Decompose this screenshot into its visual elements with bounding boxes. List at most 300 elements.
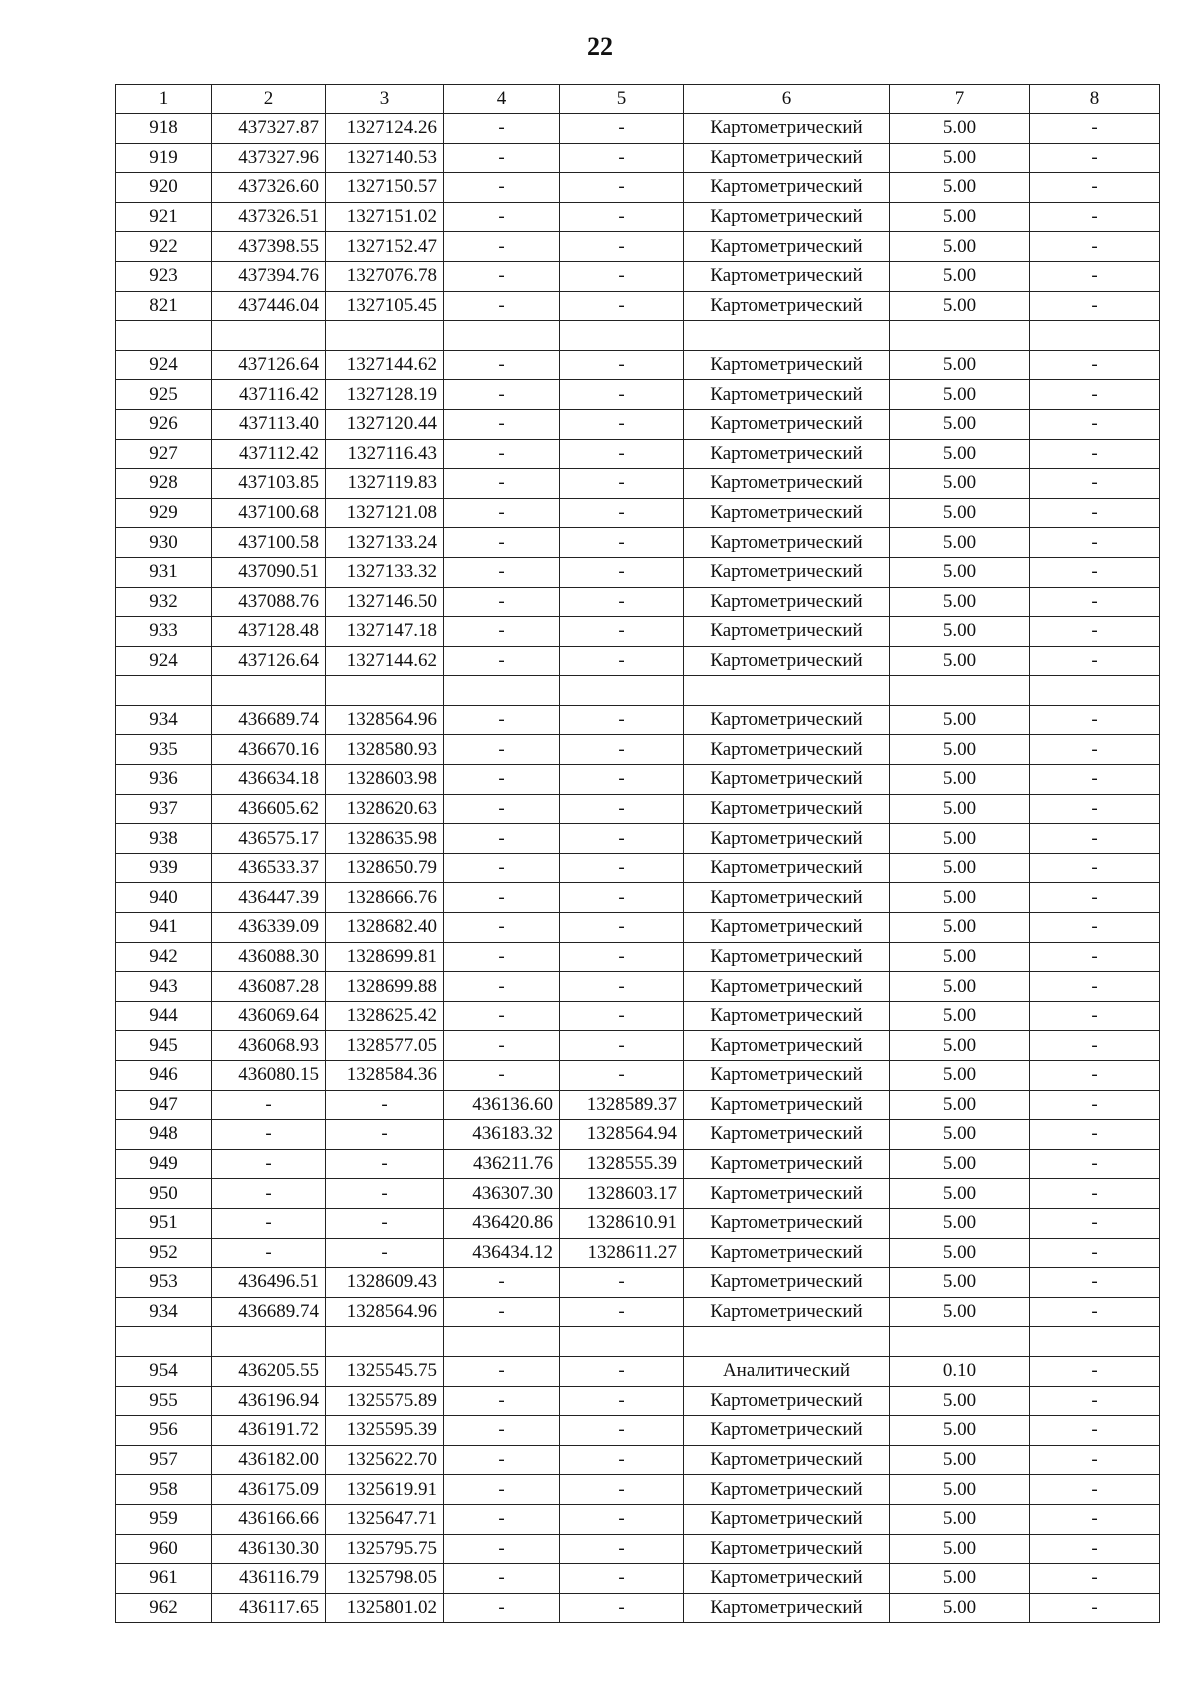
table-separator-row — [116, 1327, 1160, 1357]
method-cell: Картометрический — [684, 232, 890, 262]
y-coord-cell: 1328682.40 — [326, 913, 444, 943]
method-cell: Картометрический — [684, 972, 890, 1002]
y-coord-cell: - — [326, 1149, 444, 1179]
y-coord-alt-cell: 1328564.94 — [560, 1120, 684, 1150]
method-cell: Картометрический — [684, 261, 890, 291]
table-row — [116, 1149, 1160, 1179]
table-separator-row — [116, 321, 1160, 351]
note-cell: - — [1030, 1090, 1160, 1120]
table-row — [116, 853, 1160, 883]
accuracy-cell: 5.00 — [890, 1149, 1030, 1179]
x-coord-alt-cell: - — [444, 646, 560, 676]
x-coord-alt-cell: - — [444, 942, 560, 972]
table-row — [116, 261, 1160, 291]
x-coord-alt-cell: - — [444, 913, 560, 943]
table-row — [116, 498, 1160, 528]
table-row — [116, 232, 1160, 262]
column-header-7: 7 — [890, 85, 1030, 114]
y-coord-cell: 1327146.50 — [326, 587, 444, 617]
point-number-cell: 925 — [116, 380, 212, 410]
x-coord-cell: 436605.62 — [212, 794, 326, 824]
accuracy-cell: 5.00 — [890, 1238, 1030, 1268]
y-coord-cell: 1327116.43 — [326, 439, 444, 469]
accuracy-cell: 5.00 — [890, 794, 1030, 824]
note-cell: - — [1030, 498, 1160, 528]
note-cell: - — [1030, 1268, 1160, 1298]
y-coord-alt-cell: - — [560, 1297, 684, 1327]
note-cell: - — [1030, 261, 1160, 291]
method-cell: Картометрический — [684, 735, 890, 765]
y-coord-alt-cell: - — [560, 853, 684, 883]
method-cell: Картометрический — [684, 765, 890, 795]
point-number-cell: 943 — [116, 972, 212, 1002]
method-cell: Картометрический — [684, 913, 890, 943]
note-cell: - — [1030, 143, 1160, 173]
point-number-cell: 945 — [116, 1031, 212, 1061]
y-coord-cell: 1328650.79 — [326, 853, 444, 883]
table-row — [116, 587, 1160, 617]
point-number-cell: 936 — [116, 765, 212, 795]
y-coord-alt-cell: - — [560, 1001, 684, 1031]
x-coord-alt-cell: - — [444, 972, 560, 1002]
x-coord-alt-cell: - — [444, 173, 560, 203]
x-coord-alt-cell: - — [444, 1475, 560, 1505]
point-number-cell: 920 — [116, 173, 212, 203]
y-coord-cell: 1325595.39 — [326, 1416, 444, 1446]
table-row — [116, 617, 1160, 647]
x-coord-cell: 437327.87 — [212, 114, 326, 144]
x-coord-alt-cell: - — [444, 528, 560, 558]
table-row — [116, 202, 1160, 232]
x-coord-cell — [212, 676, 326, 706]
note-cell: - — [1030, 1504, 1160, 1534]
table-row — [116, 1120, 1160, 1150]
method-cell: Картометрический — [684, 1120, 890, 1150]
accuracy-cell: 5.00 — [890, 1386, 1030, 1416]
x-coord-cell: 436205.55 — [212, 1356, 326, 1386]
point-number-cell: 935 — [116, 735, 212, 765]
accuracy-cell: 5.00 — [890, 350, 1030, 380]
y-coord-alt-cell: - — [560, 1356, 684, 1386]
method-cell: Картометрический — [684, 705, 890, 735]
y-coord-cell: 1327152.47 — [326, 232, 444, 262]
method-cell: Картометрический — [684, 202, 890, 232]
point-number-cell: 956 — [116, 1416, 212, 1446]
point-number-cell: 934 — [116, 705, 212, 735]
y-coord-alt-cell: - — [560, 114, 684, 144]
y-coord-alt-cell: - — [560, 1031, 684, 1061]
y-coord-alt-cell: - — [560, 913, 684, 943]
accuracy-cell: 5.00 — [890, 853, 1030, 883]
point-number-cell: 939 — [116, 853, 212, 883]
table-row — [116, 1593, 1160, 1623]
table-row — [116, 291, 1160, 321]
point-number-cell: 944 — [116, 1001, 212, 1031]
table-row — [116, 1179, 1160, 1209]
note-cell: - — [1030, 1356, 1160, 1386]
column-header-6: 6 — [684, 85, 890, 114]
x-coord-alt-cell: - — [444, 1031, 560, 1061]
accuracy-cell: 5.00 — [890, 1504, 1030, 1534]
y-coord-cell: 1325622.70 — [326, 1445, 444, 1475]
x-coord-cell: 437100.58 — [212, 528, 326, 558]
y-coord-cell: 1325795.75 — [326, 1534, 444, 1564]
x-coord-cell: 437103.85 — [212, 469, 326, 499]
method-cell: Картометрический — [684, 1208, 890, 1238]
note-cell: - — [1030, 1297, 1160, 1327]
table-row — [116, 469, 1160, 499]
x-coord-alt-cell: - — [444, 469, 560, 499]
table-row — [116, 1001, 1160, 1031]
y-coord-alt-cell: - — [560, 1534, 684, 1564]
y-coord-cell: - — [326, 1090, 444, 1120]
x-coord-alt-cell: - — [444, 883, 560, 913]
table-row — [116, 1297, 1160, 1327]
y-coord-cell: 1327144.62 — [326, 646, 444, 676]
method-cell: Картометрический — [684, 1179, 890, 1209]
accuracy-cell: 5.00 — [890, 735, 1030, 765]
y-coord-cell: 1327150.57 — [326, 173, 444, 203]
note-cell: - — [1030, 1031, 1160, 1061]
y-coord-cell: 1325619.91 — [326, 1475, 444, 1505]
y-coord-alt-cell: - — [560, 646, 684, 676]
x-coord-alt-cell: - — [444, 1001, 560, 1031]
y-coord-alt-cell: - — [560, 1416, 684, 1446]
accuracy-cell: 5.00 — [890, 1179, 1030, 1209]
point-number-cell: 948 — [116, 1120, 212, 1150]
point-number-cell: 924 — [116, 350, 212, 380]
x-coord-cell: - — [212, 1238, 326, 1268]
accuracy-cell: 5.00 — [890, 587, 1030, 617]
y-coord-alt-cell: - — [560, 350, 684, 380]
point-number-cell: 923 — [116, 261, 212, 291]
note-cell: - — [1030, 705, 1160, 735]
note-cell: - — [1030, 794, 1160, 824]
column-header-1: 1 — [116, 85, 212, 114]
x-coord-alt-cell: - — [444, 439, 560, 469]
table-row — [116, 1416, 1160, 1446]
note-cell — [1030, 321, 1160, 351]
accuracy-cell: 5.00 — [890, 942, 1030, 972]
y-coord-alt-cell: - — [560, 735, 684, 765]
method-cell: Картометрический — [684, 1416, 890, 1446]
accuracy-cell: 5.00 — [890, 1208, 1030, 1238]
y-coord-cell: 1328699.81 — [326, 942, 444, 972]
table-row — [116, 1031, 1160, 1061]
x-coord-alt-cell: - — [444, 350, 560, 380]
note-cell: - — [1030, 1564, 1160, 1594]
method-cell: Картометрический — [684, 853, 890, 883]
y-coord-alt-cell: 1328603.17 — [560, 1179, 684, 1209]
point-number-cell: 919 — [116, 143, 212, 173]
y-coord-alt-cell: 1328610.91 — [560, 1208, 684, 1238]
y-coord-cell: 1328666.76 — [326, 883, 444, 913]
x-coord-cell: 437128.48 — [212, 617, 326, 647]
point-number-cell — [116, 321, 212, 351]
y-coord-cell: 1327151.02 — [326, 202, 444, 232]
accuracy-cell: 5.00 — [890, 528, 1030, 558]
y-coord-cell: 1328620.63 — [326, 794, 444, 824]
note-cell: - — [1030, 1149, 1160, 1179]
x-coord-alt-cell: - — [444, 705, 560, 735]
x-coord-alt-cell: 436307.30 — [444, 1179, 560, 1209]
x-coord-cell: 436447.39 — [212, 883, 326, 913]
x-coord-alt-cell: - — [444, 143, 560, 173]
point-number-cell: 921 — [116, 202, 212, 232]
point-number-cell: 952 — [116, 1238, 212, 1268]
note-cell: - — [1030, 1445, 1160, 1475]
x-coord-cell: 437394.76 — [212, 261, 326, 291]
table-row — [116, 380, 1160, 410]
point-number-cell: 924 — [116, 646, 212, 676]
y-coord-alt-cell: 1328555.39 — [560, 1149, 684, 1179]
note-cell: - — [1030, 735, 1160, 765]
x-coord-cell: 437326.60 — [212, 173, 326, 203]
coordinates-table — [115, 84, 1160, 1623]
y-coord-cell: 1327128.19 — [326, 380, 444, 410]
method-cell: Картометрический — [684, 1445, 890, 1475]
x-coord-cell: 436166.66 — [212, 1504, 326, 1534]
method-cell — [684, 1327, 890, 1357]
y-coord-cell: 1325545.75 — [326, 1356, 444, 1386]
accuracy-cell: 5.00 — [890, 380, 1030, 410]
accuracy-cell: 5.00 — [890, 409, 1030, 439]
x-coord-cell: 437113.40 — [212, 409, 326, 439]
y-coord-alt-cell: - — [560, 1475, 684, 1505]
accuracy-cell: 5.00 — [890, 1593, 1030, 1623]
point-number-cell: 942 — [116, 942, 212, 972]
note-cell: - — [1030, 469, 1160, 499]
x-coord-alt-cell — [444, 321, 560, 351]
method-cell: Картометрический — [684, 114, 890, 144]
accuracy-cell: 5.00 — [890, 173, 1030, 203]
x-coord-cell: 437100.68 — [212, 498, 326, 528]
x-coord-cell: 436689.74 — [212, 1297, 326, 1327]
x-coord-cell: 436670.16 — [212, 735, 326, 765]
point-number-cell: 930 — [116, 528, 212, 558]
accuracy-cell: 5.00 — [890, 705, 1030, 735]
note-cell: - — [1030, 1001, 1160, 1031]
y-coord-cell: 1327119.83 — [326, 469, 444, 499]
x-coord-cell: 437326.51 — [212, 202, 326, 232]
table-row — [116, 883, 1160, 913]
x-coord-cell: 436080.15 — [212, 1061, 326, 1091]
y-coord-alt-cell: - — [560, 1061, 684, 1091]
method-cell — [684, 321, 890, 351]
y-coord-alt-cell: - — [560, 794, 684, 824]
accuracy-cell: 0.10 — [890, 1356, 1030, 1386]
table-row — [116, 350, 1160, 380]
y-coord-cell: 1328580.93 — [326, 735, 444, 765]
x-coord-alt-cell: - — [444, 617, 560, 647]
x-coord-cell: 436088.30 — [212, 942, 326, 972]
point-number-cell: 941 — [116, 913, 212, 943]
accuracy-cell: 5.00 — [890, 291, 1030, 321]
method-cell: Картометрический — [684, 1090, 890, 1120]
accuracy-cell: 5.00 — [890, 1031, 1030, 1061]
table-row — [116, 1356, 1160, 1386]
y-coord-cell: 1328635.98 — [326, 824, 444, 854]
x-coord-alt-cell: - — [444, 232, 560, 262]
y-coord-alt-cell: - — [560, 143, 684, 173]
y-coord-alt-cell: - — [560, 439, 684, 469]
y-coord-alt-cell: - — [560, 617, 684, 647]
y-coord-alt-cell: - — [560, 883, 684, 913]
point-number-cell: 927 — [116, 439, 212, 469]
x-coord-alt-cell: - — [444, 853, 560, 883]
note-cell: - — [1030, 114, 1160, 144]
x-coord-cell — [212, 1327, 326, 1357]
y-coord-alt-cell: - — [560, 291, 684, 321]
note-cell — [1030, 1327, 1160, 1357]
y-coord-cell: 1327144.62 — [326, 350, 444, 380]
table-row — [116, 913, 1160, 943]
x-coord-alt-cell: 436136.60 — [444, 1090, 560, 1120]
y-coord-alt-cell: - — [560, 557, 684, 587]
note-cell: - — [1030, 1534, 1160, 1564]
x-coord-cell: - — [212, 1120, 326, 1150]
point-number-cell: 946 — [116, 1061, 212, 1091]
point-number-cell: 929 — [116, 498, 212, 528]
point-number-cell: 959 — [116, 1504, 212, 1534]
y-coord-cell: 1327076.78 — [326, 261, 444, 291]
y-coord-cell: 1327121.08 — [326, 498, 444, 528]
point-number-cell: 926 — [116, 409, 212, 439]
x-coord-cell: 436087.28 — [212, 972, 326, 1002]
x-coord-cell: 436175.09 — [212, 1475, 326, 1505]
x-coord-cell: - — [212, 1208, 326, 1238]
note-cell: - — [1030, 380, 1160, 410]
y-coord-cell: - — [326, 1120, 444, 1150]
column-header-8: 8 — [1030, 85, 1160, 114]
table-row — [116, 1564, 1160, 1594]
y-coord-alt-cell: - — [560, 380, 684, 410]
point-number-cell — [116, 1327, 212, 1357]
method-cell: Картометрический — [684, 557, 890, 587]
note-cell: - — [1030, 1120, 1160, 1150]
point-number-cell: 951 — [116, 1208, 212, 1238]
table-row — [116, 735, 1160, 765]
y-coord-cell: 1328564.96 — [326, 705, 444, 735]
y-coord-cell: 1328625.42 — [326, 1001, 444, 1031]
y-coord-cell: 1325798.05 — [326, 1564, 444, 1594]
x-coord-alt-cell: - — [444, 1268, 560, 1298]
accuracy-cell: 5.00 — [890, 883, 1030, 913]
x-coord-cell: 436116.79 — [212, 1564, 326, 1594]
column-header-3: 3 — [326, 85, 444, 114]
x-coord-cell: 437398.55 — [212, 232, 326, 262]
method-cell: Картометрический — [684, 1031, 890, 1061]
method-cell: Картометрический — [684, 646, 890, 676]
point-number-cell: 938 — [116, 824, 212, 854]
x-coord-alt-cell: - — [444, 1386, 560, 1416]
y-coord-cell: 1327140.53 — [326, 143, 444, 173]
x-coord-alt-cell: - — [444, 794, 560, 824]
x-coord-alt-cell: - — [444, 557, 560, 587]
note-cell: - — [1030, 1208, 1160, 1238]
y-coord-cell: 1328699.88 — [326, 972, 444, 1002]
table-row — [116, 1061, 1160, 1091]
table-row — [116, 1268, 1160, 1298]
y-coord-alt-cell: - — [560, 705, 684, 735]
note-cell: - — [1030, 1179, 1160, 1209]
note-cell: - — [1030, 1386, 1160, 1416]
point-number-cell: 931 — [116, 557, 212, 587]
y-coord-cell: 1328564.96 — [326, 1297, 444, 1327]
point-number-cell: 934 — [116, 1297, 212, 1327]
y-coord-alt-cell: - — [560, 1445, 684, 1475]
accuracy-cell: 5.00 — [890, 232, 1030, 262]
accuracy-cell: 5.00 — [890, 261, 1030, 291]
accuracy-cell: 5.00 — [890, 1061, 1030, 1091]
x-coord-cell: 437126.64 — [212, 350, 326, 380]
method-cell: Картометрический — [684, 143, 890, 173]
y-coord-cell: 1327133.24 — [326, 528, 444, 558]
table-row — [116, 173, 1160, 203]
x-coord-alt-cell: - — [444, 1356, 560, 1386]
point-number-cell: 928 — [116, 469, 212, 499]
y-coord-cell: 1327147.18 — [326, 617, 444, 647]
table-row — [116, 942, 1160, 972]
point-number-cell: 918 — [116, 114, 212, 144]
point-number-cell: 932 — [116, 587, 212, 617]
x-coord-cell: - — [212, 1090, 326, 1120]
y-coord-cell: 1327124.26 — [326, 114, 444, 144]
method-cell: Картометрический — [684, 528, 890, 558]
y-coord-alt-cell: - — [560, 498, 684, 528]
accuracy-cell: 5.00 — [890, 1416, 1030, 1446]
x-coord-cell: 437446.04 — [212, 291, 326, 321]
x-coord-cell: - — [212, 1179, 326, 1209]
y-coord-alt-cell: - — [560, 765, 684, 795]
accuracy-cell: 5.00 — [890, 1001, 1030, 1031]
accuracy-cell: 5.00 — [890, 1475, 1030, 1505]
y-coord-cell — [326, 1327, 444, 1357]
x-coord-alt-cell: - — [444, 824, 560, 854]
table-row — [116, 824, 1160, 854]
table-row — [116, 646, 1160, 676]
accuracy-cell: 5.00 — [890, 469, 1030, 499]
y-coord-cell: 1325801.02 — [326, 1593, 444, 1623]
y-coord-cell: 1328603.98 — [326, 765, 444, 795]
y-coord-alt-cell: - — [560, 1268, 684, 1298]
column-header-4: 4 — [444, 85, 560, 114]
y-coord-alt-cell — [560, 321, 684, 351]
y-coord-alt-cell: - — [560, 1504, 684, 1534]
x-coord-alt-cell: - — [444, 1564, 560, 1594]
point-number-cell: 947 — [116, 1090, 212, 1120]
x-coord-cell — [212, 321, 326, 351]
y-coord-cell: - — [326, 1208, 444, 1238]
y-coord-cell: 1327120.44 — [326, 409, 444, 439]
note-cell: - — [1030, 528, 1160, 558]
page-number: 22 — [587, 32, 613, 61]
table-header-row — [116, 85, 1160, 114]
note-cell: - — [1030, 232, 1160, 262]
method-cell: Картометрический — [684, 1297, 890, 1327]
point-number-cell: 957 — [116, 1445, 212, 1475]
note-cell: - — [1030, 824, 1160, 854]
accuracy-cell: 5.00 — [890, 439, 1030, 469]
method-cell: Картометрический — [684, 1504, 890, 1534]
method-cell: Картометрический — [684, 1534, 890, 1564]
method-cell: Картометрический — [684, 617, 890, 647]
y-coord-alt-cell: - — [560, 528, 684, 558]
accuracy-cell: 5.00 — [890, 557, 1030, 587]
note-cell: - — [1030, 409, 1160, 439]
table-row — [116, 972, 1160, 1002]
x-coord-alt-cell: - — [444, 1061, 560, 1091]
